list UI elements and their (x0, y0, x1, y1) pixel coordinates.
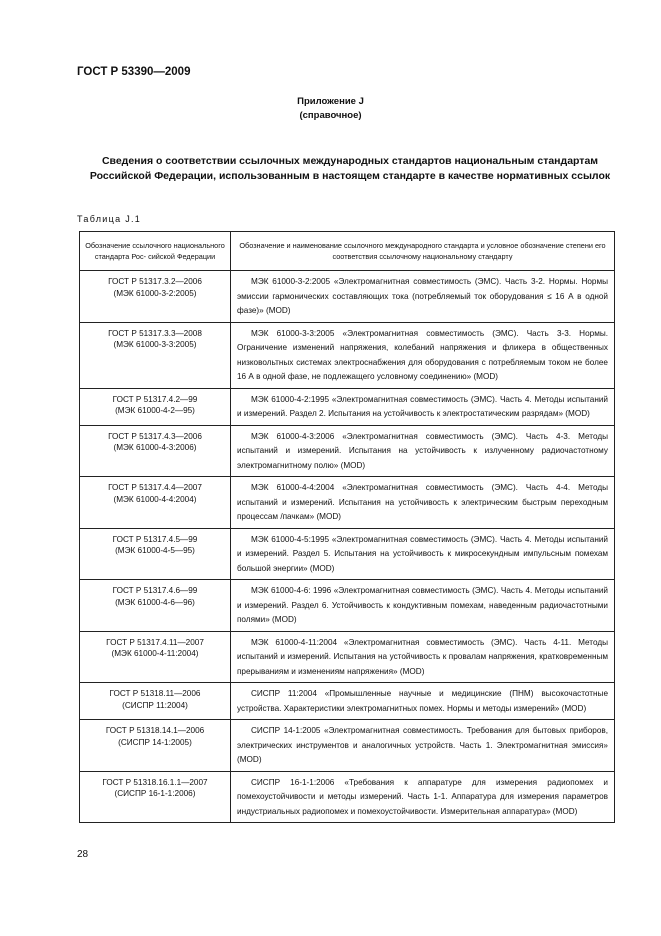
table-row (80, 425, 615, 477)
table-row (80, 322, 615, 388)
page-number: 28 (77, 849, 89, 860)
national-standard-code: ГОСТ Р 51317.4.4—2007 (108, 483, 202, 492)
table-row (80, 477, 615, 529)
international-equivalent: (МЭК 61000-3-3:2005) (113, 340, 197, 349)
international-standard-description: СИСПР 11:2004 «Промышленные научные и медицинские (ПНМ) высокочастотные устройства. Характеристики электромагнитных помех. Нормы и методы измерений» (MOD) (231, 683, 615, 720)
national-standard-cell (80, 771, 231, 823)
international-standard-description: МЭК 61000-4-6: 1996 «Электромагнитная совместимость (ЭМС). Часть 4. Методы испытаний и измерений. Раздел 6. Устойчивость к кондуктивным помехам, наведенным радиочастотными полями» (MOD) (231, 580, 615, 632)
table-row (80, 271, 615, 323)
international-standard-description: МЭК 61000-4-4:2004 «Электромагнитная совместимость (ЭМС). Часть 4-4. Методы испытаний и измерений. Испытания на устойчивость к электрическим быстрым переходным процессам /пачкам» (MOD) (231, 477, 615, 529)
international-equivalent: (МЭК 61000-3-2:2005) (113, 288, 197, 298)
international-standard-description: МЭК 61000-3-2:2005 «Электромагнитная совместимость (ЭМС). Часть 3-2. Нормы. Нормы эмиссии гармонических составляющих тока (потребляемый ток оборудования ≤ 16 А в одной фазе)» (MOD) (231, 271, 615, 323)
appendix-title: Приложение J (297, 96, 364, 107)
national-standard-cell (80, 425, 231, 477)
national-standard-cell (80, 322, 231, 388)
national-standard-code: ГОСТ Р 51317.4.3—2006 (108, 431, 202, 441)
national-standard-cell (80, 631, 231, 683)
national-standard-code: ГОСТ Р 51317.4.5—99 (112, 534, 198, 544)
national-standard-code: ГОСТ Р 51318.14.1—2006 (105, 726, 205, 735)
national-standard-code: ГОСТ Р 51317.4.6—99 (112, 586, 198, 595)
international-equivalent: (МЭК 61000-4-6—96) (115, 597, 195, 607)
standards-table (79, 231, 615, 823)
document-header: ГОСТ Р 53390—2009 (77, 66, 191, 78)
national-standard-cell (80, 388, 231, 425)
table-header-row (80, 232, 615, 271)
national-standard-code: ГОСТ Р 51317.3.2—2006 (108, 277, 202, 286)
international-equivalent: (МЭК 61000-4-11:2004) (111, 649, 199, 658)
international-standard-description: МЭК 61000-4-5:1995 «Электромагнитная совместимость (ЭМС). Часть 4. Методы испытаний и измерений. Раздел 5. Испытания на устойчивость к микросекундным импульсным помехам большой энергии» (MOD) (231, 528, 615, 580)
table-row (80, 528, 615, 580)
national-standard-code: ГОСТ Р 51317.3.3—2008 (108, 328, 202, 338)
national-standard-code: ГОСТ Р 51318.11—2006 (109, 689, 201, 698)
table-row (80, 720, 615, 772)
header-international-standard: Обозначение и наименование ссылочного международного стандарта и условное обозначение степени его соответствия ссылочному национальному стандарту (231, 232, 615, 271)
international-standard-description: СИСПР 14-1:2005 «Электромагнитная совместимость. Требования для бытовых приборов, электрических инструментов и аналогичных устройств. Часть 1. Электромагнитная эмиссия» (MOD) (231, 720, 615, 772)
international-equivalent: (МЭК 61000-4-2—95) (115, 406, 195, 415)
international-standard-description: МЭК 61000-4-11:2004 «Электромагнитная совместимость (ЭМС). Часть 4-11. Методы испытаний и измерений. Испытания на устойчивость к провалам напряжения, кратковременным прерываниям и изменениям напряжения» (MOD) (231, 631, 615, 683)
national-standard-cell (80, 271, 231, 323)
national-standard-cell (80, 580, 231, 632)
national-standard-code: ГОСТ Р 51318.16.1.1—2007 (102, 777, 208, 787)
table-row (80, 580, 615, 632)
national-standard-cell (80, 720, 231, 772)
table-row (80, 388, 615, 425)
table-row (80, 771, 615, 823)
national-standard-code: ГОСТ Р 51317.4.2—99 (112, 394, 198, 404)
national-standard-cell (80, 477, 231, 529)
appendix-note: (справочное) (299, 110, 362, 121)
international-equivalent: (СИСПР 11:2004) (122, 700, 188, 710)
section-title: Сведения о соответствии ссылочных международных стандартов национальным стандартам Российской Федерации, использованным в настоящем стандарте в качестве нормативных ссылок (89, 155, 611, 182)
international-equivalent: (СИСПР 16-1-1:2006) (114, 789, 196, 798)
national-standard-cell (80, 528, 231, 580)
table-caption: Таблица J.1 (77, 214, 142, 224)
national-standard-cell (80, 683, 231, 720)
international-standard-description: МЭК 61000-4-3:2006 «Электромагнитная совместимость (ЭМС). Часть 4-3. Методы испытаний и измерений. Испытания на устойчивость к излученному радиочастотному электромагнитному полю» (MOD) (231, 425, 615, 477)
international-equivalent: (МЭК 61000-4-3:2006) (113, 443, 197, 452)
table-row (80, 683, 615, 720)
international-standard-description: МЭК 61000-4-2:1995 «Электромагнитная совместимость (ЭМС). Часть 4. Методы испытаний и измерений. Раздел 2. Испытания на устойчивость к электростатическим разрядам» (MOD) (231, 388, 615, 425)
international-standard-description: МЭК 61000-3-3:2005 «Электромагнитная совместимость (ЭМС). Часть 3-3. Нормы. Ограничение изменений напряжения, колебаний напряжения и фликера в общественных низковольтных системах электроснабжения для оборудования с потребляемым током не более 16 А в одной фазе, не подлежащего условному соединению» (MOD) (231, 322, 615, 388)
national-standard-code: ГОСТ Р 51317.4.11—2007 (106, 637, 204, 647)
table-row (80, 631, 615, 683)
header-national-standard: Обозначение ссылочного национального стандарта Рос- сийской Федерации (80, 232, 231, 271)
international-standard-description: СИСПР 16-1-1:2006 «Требования к аппаратуре для измерения радиопомех и помехоустойчивости и методы измерений. Часть 1-1. Аппаратура для измерения параметров индустриальных радиопомех и помехоустойчивости. Измерительная аппаратура» (MOD) (231, 771, 615, 823)
table-body (80, 271, 615, 823)
international-equivalent: (СИСПР 14-1:2005) (118, 737, 192, 747)
international-equivalent: (МЭК 61000-4-5—95) (115, 546, 195, 555)
appendix-heading (0, 95, 661, 123)
international-equivalent: (МЭК 61000-4-4:2004) (113, 494, 197, 504)
